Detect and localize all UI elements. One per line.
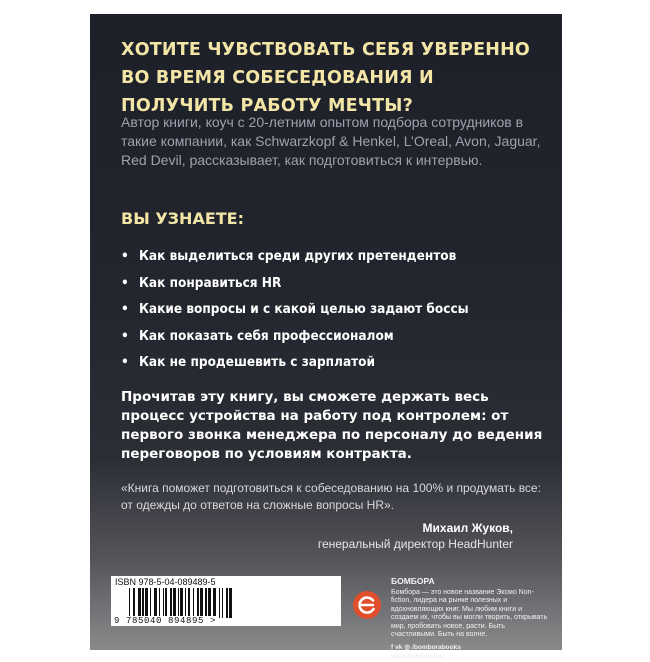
isbn-number: ISBN 978-5-04-089489-5 — [115, 577, 216, 587]
facebook-icon: f — [391, 643, 394, 651]
barcode-bar — [138, 588, 141, 618]
testimonial-role: генеральный директор HeadHunter — [317, 537, 513, 551]
author-intro: Автор книги, коуч с 20-летним опытом подбора сотрудников в такие компании, как Schwarzkopf & Henkel, L’Oreal, Avon, Jaguar, Red Devil, рассказывает, как подготовиться к интервью. — [121, 114, 541, 168]
summary-text: Прочитав эту книгу, вы сможете держать весь процесс устройства на работу под контролем: от первого звонка менеджера по персоналу до ведения переговоров по условиям контракта. — [121, 389, 543, 462]
testimonial-quote: «Книга поможет подготовиться к собеседованию на 100% и продумать все: от одежды до ответов на сложные вопросы HR». — [121, 481, 541, 512]
social-handle: /bomborabooks — [412, 643, 461, 651]
learn-item: • Как не продешевить с зарплатой — [121, 352, 499, 379]
publisher-brand: БОМБОРА — [391, 576, 435, 586]
barcode-bar — [208, 588, 211, 618]
barcode-digits: 9 785040 894895 > — [114, 616, 217, 626]
barcode-bar — [226, 588, 228, 618]
barcode-bar — [133, 588, 135, 618]
barcode-bar — [213, 588, 216, 618]
testimonial-attribution — [318, 520, 513, 552]
barcode-bars — [129, 588, 335, 618]
barcode-bar — [178, 588, 179, 618]
barcode-bar — [154, 588, 157, 618]
learn-item: • Какие вопросы и с какой целью задают боссы — [121, 299, 499, 326]
publisher-about: Бомбора — это новое название Эксмо Non-fiction, лидера на рынке полезных и вдохновляющих книг. Мы любим книги и создаем их, чтобы вы могли творить, открывать мир, пробовать новое, расти. Быть счастливыми. Быть на волне. — [391, 588, 548, 638]
barcode-bar — [197, 588, 199, 618]
eksmo-logo-icon — [352, 590, 382, 620]
social-links — [391, 644, 551, 653]
barcode-bar — [150, 588, 151, 618]
barcode-bar — [188, 588, 190, 618]
headline: ХОТИТЕ ЧУВСТВОВАТЬ СЕБЯ УВЕРЕННО ВО ВРЕМЯ СОБЕСЕДОВАНИЯ И ПОЛУЧИТЬ РАБОТУ МЕЧТЫ? — [121, 40, 530, 116]
learn-item: • Как выделиться среди других претендентов — [121, 246, 499, 273]
barcode-bar — [173, 588, 176, 618]
barcode-bar — [142, 588, 144, 618]
barcode-bar — [193, 588, 194, 618]
isbn-barcode — [111, 576, 341, 626]
barcode-bar — [185, 588, 186, 618]
learn-title: ВЫ УЗНАЕТЕ: — [121, 209, 244, 228]
learn-item: • Как понравиться HR — [121, 273, 499, 300]
barcode-bar — [159, 588, 160, 618]
publisher-website: www.bombora.ru — [391, 653, 444, 660]
learn-item: • Как показать себя профессионалом — [121, 326, 499, 353]
testimonial-author: Михаил Жуков, — [422, 521, 513, 535]
barcode-bar — [222, 588, 223, 618]
barcode-bar — [229, 588, 232, 618]
publisher-info — [391, 577, 551, 662]
barcode-bar — [205, 588, 207, 618]
barcode-bar — [200, 588, 203, 618]
barcode-bar — [165, 588, 167, 618]
barcode-bar — [180, 588, 183, 618]
learn-list — [121, 246, 541, 379]
barcode-bar — [129, 588, 130, 618]
barcode-bar — [145, 588, 148, 618]
vk-icon: vk — [395, 643, 403, 651]
book-back-cover — [90, 14, 562, 660]
barcode-bar — [163, 588, 164, 618]
barcode-bar — [170, 588, 172, 618]
instagram-icon: ◎ — [404, 643, 411, 651]
barcode-bar — [219, 588, 220, 618]
